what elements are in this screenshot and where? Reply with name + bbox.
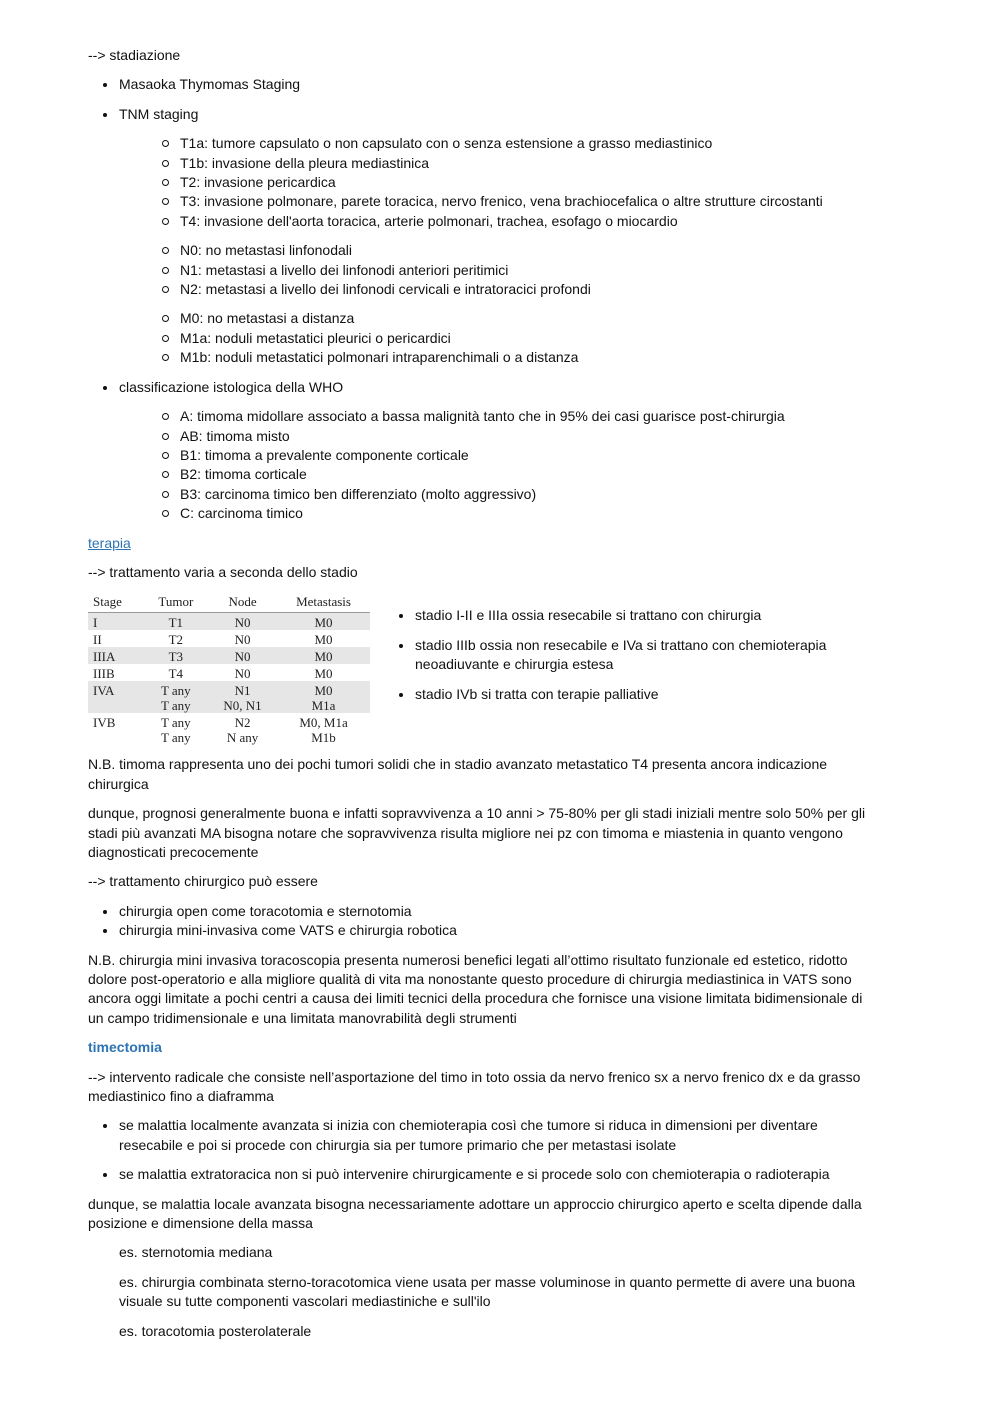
table-cell: N any [226,730,259,746]
list-item: stadio I-II e IIIa ossia resecabile si trattano con chirurgia [384,606,854,625]
list-item: T4: invasione dell'aorta toracica, arterie polmonari, trachea, esofago o miocardio [149,212,868,231]
table-cell: N0, N1 [208,698,277,713]
table-row [88,681,370,698]
surgery-intro: --> trattamento chirurgico può essere [88,873,318,890]
table-row [88,630,370,647]
list-item: stadio IVb si tratta con terapie palliative [384,685,854,704]
table-cell: M1b [311,730,336,746]
table-cell: N0 [208,647,277,664]
table-cell: M0 [314,632,333,648]
table-cell: M0 [277,613,370,631]
table-cell: T any [144,698,208,713]
list-item [88,105,868,368]
table-cell: IIIA [88,647,144,664]
list-item-label: TNM staging [119,105,199,122]
table-cell [88,730,144,745]
document-page [88,46,868,1351]
table-cell: N0 [208,613,277,631]
list-item: Masaoka Thymomas Staging [88,75,868,94]
table-cell: M1a [277,698,370,713]
table-row [88,730,370,745]
table-cell: IVA [88,681,144,698]
table-header: Metastasis [277,592,370,613]
table-header: Node [208,592,277,613]
tnm-n-list [119,241,868,299]
list-item: se malattia extratoracica non si può intervenire chirurgicamente e si procede solo con chemioterapia o radioterapia [88,1165,868,1184]
nb-paragraph: N.B. timoma rappresenta uno dei pochi tumori solidi che in stadio avanzato metastatico T4 presenta ancora indicazione chirurgica [88,756,828,792]
who-list [119,407,868,523]
table-row [88,664,370,681]
list-item: AB: timoma misto [149,427,868,446]
list-item: M1b: noduli metastatici polmonari intraparenchimali o a distanza [149,348,868,367]
tnm-m-list [119,309,868,367]
list-item: T1b: invasione della pleura mediastinica [149,154,868,173]
trattamento-intro: --> trattamento varia a seconda dello stadio [88,563,358,580]
table-cell: II [93,632,102,648]
staging-intro: --> stadiazione [88,47,181,63]
list-item: stadio IIIb ossia non resecabile e IVa si trattano con chemioterapia neoadiuvante e chirurgia estesa [384,636,854,675]
list-item: N0: no metastasi linfonodali [149,241,868,260]
table-row [88,698,370,713]
list-item: M0: no metastasi a distanza [149,309,868,328]
list-item: chirurgia mini-invasiva come VATS e chirurgia robotica [88,921,868,940]
table-header: Stage [88,592,144,613]
surgery-list [88,902,868,941]
stage-table [88,592,370,745]
table-header: Tumor [144,592,208,613]
timectomia-heading: timectomia [88,1039,162,1056]
timectomia-list [88,1116,868,1184]
list-item: N2: metastasi a livello dei linfonodi cervicali e intratoracici profondi [149,280,868,299]
stage-section [88,592,868,745]
table-row [88,613,370,631]
table-cell: T3 [144,647,208,664]
table-cell: M0 [277,681,370,698]
list-item: chirurgia open come toracotomia e sternotomia [88,902,868,921]
list-item: T1a: tumore capsulato o non capsulato con o senza estensione a grasso mediastinico [149,134,868,153]
table-cell: T4 [168,666,184,682]
table-cell: T2 [168,632,184,648]
table-cell: T any [160,715,191,731]
table-cell: IIIB [93,666,115,682]
terapia-link[interactable]: terapia [88,534,131,551]
timectomia-intro: --> intervento radicale che consiste nell’asportazione del timo in toto ossia da nervo frenico sx a nervo frenico dx e da grasso mediastinico fino a diaframma [88,1068,861,1105]
list-item: B1: timoma a prevalente componente corticale [149,446,868,465]
prognosis-paragraph: dunque, prognosi generalmente buona e infatti sopravvivenza a 10 anni > 75-80% per gli stadi iniziali mentre solo 50% per gli stadi più avanzati MA bisogna notare che sopravvivenza risulta migliore nei pz con timoma e miastenia in quanto vengono diagnosticati precocemente [88,805,866,860]
example-item: es. sternotomia mediana [119,1244,273,1261]
list-item: A: timoma midollare associato a bassa malignità tanto che in 95% dei casi guarisce post-chirurgia [149,407,868,426]
list-item: M1a: noduli metastatici pleurici o pericardici [149,329,868,348]
table-row [88,647,370,664]
table-cell: M0, M1a [299,715,348,731]
example-item: es. chirurgia combinata sterno-toracotomica viene usata per masse voluminose in quanto permette di avere una buona visuale su tutte componenti vascolari mediastiniche e sull'ilo [119,1273,856,1310]
list-item: se malattia localmente avanzata si inizia con chemioterapia così che tumore si riduca in dimensioni per diventare resecabile e poi si procede con chirurgia sia per tumore primario che per metastasi isolate [88,1116,868,1155]
table-cell: N0 [234,666,251,682]
stage-treatments [384,592,854,745]
list-item: T2: invasione pericardica [149,173,868,192]
list-item: N1: metastasi a livello dei linfonodi anteriori peritimici [149,261,868,280]
approach-paragraph: dunque, se malattia locale avanzata bisogna necessariamente adottare un approccio chirurgico aperto e scelta dipende dalla posizione e dimensione della massa [88,1195,862,1232]
table-cell: T any [144,681,208,698]
list-item: B2: timoma corticale [149,465,868,484]
table-cell: T1 [144,613,208,631]
list-item-label: classificazione istologica della WHO [119,378,344,395]
table-cell [88,698,144,713]
list-item [88,378,868,524]
table-cell: M0 [314,666,333,682]
example-item: es. toracotomia posterolaterale [119,1322,312,1339]
table-cell: N1 [208,681,277,698]
table-cell: N0 [234,632,251,648]
list-item: C: carcinoma timico [149,504,868,523]
table-header-row [88,592,370,613]
staging-list [88,75,868,523]
table-cell: IVB [93,715,116,731]
nb-paragraph: N.B. chirurgia mini invasiva toracoscopia presenta numerosi benefici legati all’ottimo risultato funzionale ed estetico, ridotto dolore post-operatorio e alla migliore qualità di vita ma nonostante questo procedure di chirurgia mediastinica in VATS sono ancora oggi limitate a pochi centri a causa dei limiti tecnici della procedura che fornisce una visione limitata bidimensionale di un campo tridimensionale e una limitata manovrabilità degli strumenti [88,951,863,1026]
list-item: B3: carcinoma timico ben differenziato (molto aggressivo) [149,485,868,504]
table-row [88,713,370,730]
table-cell: N2 [234,715,251,731]
stage-treatment-list [384,606,854,704]
table-cell: T any [160,730,191,746]
table-cell: M0 [277,647,370,664]
list-item: T3: invasione polmonare, parete toracica, nervo frenico, vena brachiocefalica o altre strutture circostanti [149,192,868,211]
table-cell: I [88,613,144,631]
tnm-t-list [119,134,868,231]
